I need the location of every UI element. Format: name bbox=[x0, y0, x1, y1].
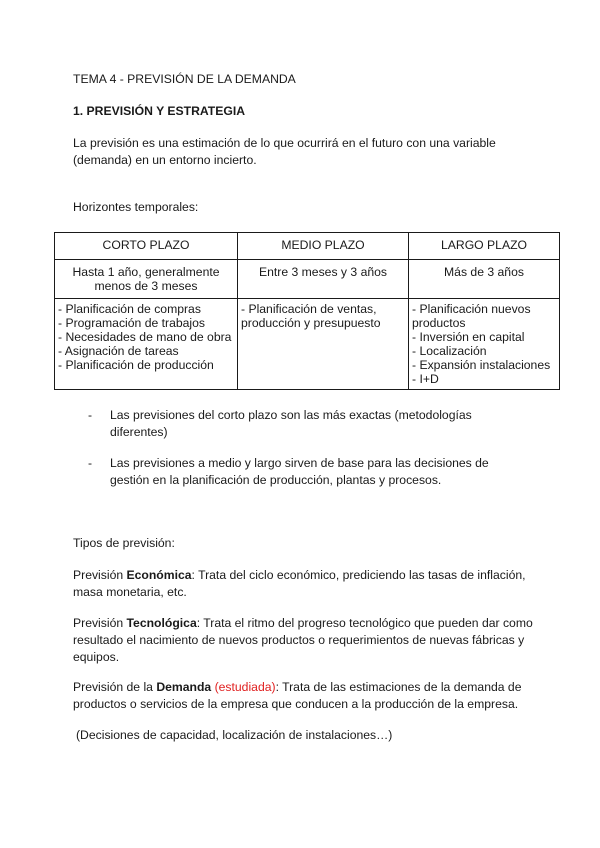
bullet-dash: - bbox=[88, 456, 93, 470]
table-duration-row bbox=[55, 260, 560, 299]
tasks-corto-plazo bbox=[55, 299, 238, 390]
type-prefix: Previsión de la bbox=[73, 680, 157, 694]
bullet-text: Las previsiones del corto plazo son las más exactas (metodologías diferentes) bbox=[110, 408, 472, 439]
type-tecnologica bbox=[73, 615, 533, 666]
type-name: Tecnológica bbox=[126, 616, 197, 630]
task-item: - I+D bbox=[412, 372, 439, 386]
task-item: - Planificación de compras bbox=[58, 302, 201, 316]
type-description: : Trata de las estimaciones de la demanda de productos o servicios de la empresa que conducen a la producción de la empresa. bbox=[73, 680, 522, 711]
type-prefix: Previsión bbox=[73, 568, 127, 582]
header-largo-plazo: LARGO PLAZO bbox=[409, 233, 560, 260]
table-header-row bbox=[55, 233, 560, 260]
task-item: - Planificación de producción bbox=[58, 358, 214, 372]
task-item: - Inversión en capital bbox=[412, 330, 525, 344]
duration-largo-plazo: Más de 3 años bbox=[409, 260, 560, 299]
type-name: Demanda bbox=[156, 680, 212, 694]
type-demanda bbox=[73, 679, 533, 713]
duration-medio-plazo: Entre 3 meses y 3 años bbox=[238, 260, 409, 299]
table-tasks-row bbox=[55, 299, 560, 390]
header-medio-plazo: MEDIO PLAZO bbox=[238, 233, 409, 260]
type-description: : Trata el ritmo del progreso tecnológico que pueden dar como resultado el nacimiento de nuevos productos o requerimientos de nuevas fábricas y equipos. bbox=[73, 616, 533, 664]
intro-paragraph: La previsión es una estimación de lo que ocurrirá en el futuro con una variable (demanda) en un entorno incierto. bbox=[73, 136, 496, 167]
task-item: - Planificación nuevos productos bbox=[412, 302, 531, 330]
duration-corto-plazo: Hasta 1 año, generalmente menos de 3 meses bbox=[55, 260, 238, 299]
bullet-text: Las previsiones a medio y largo sirven de base para las decisiones de gestión en la planificación de producción, plantas y procesos. bbox=[110, 456, 489, 487]
task-item: - Asignación de tareas bbox=[58, 344, 179, 358]
task-item: - Localización bbox=[412, 344, 487, 358]
type-name: Económica bbox=[126, 568, 192, 582]
task-item: - Programación de trabajos bbox=[58, 316, 205, 330]
section-heading: 1. PREVISIÓN Y ESTRATEGIA bbox=[73, 104, 246, 118]
header-corto-plazo: CORTO PLAZO bbox=[55, 233, 238, 260]
horizons-label: Horizontes temporales: bbox=[73, 200, 199, 214]
horizons-table bbox=[54, 232, 560, 390]
tasks-medio-plazo bbox=[238, 299, 409, 390]
task-item: - Necesidades de mano de obra bbox=[58, 330, 232, 344]
type-note-estudiada: (estudiada) bbox=[211, 680, 276, 694]
types-label: Tipos de previsión: bbox=[73, 536, 175, 550]
type-economica bbox=[73, 567, 533, 601]
tasks-largo-plazo bbox=[409, 299, 560, 390]
closing-note: (Decisiones de capacidad, localización de instalaciones…) bbox=[76, 728, 393, 742]
type-description: : Trata del ciclo económico, prediciendo las tasas de inflación, masa monetaria, etc. bbox=[73, 568, 526, 599]
document-title: TEMA 4 - PREVISIÓN DE LA DEMANDA bbox=[73, 72, 296, 86]
task-item: - Planificación de ventas, producción y presupuesto bbox=[241, 302, 381, 330]
bullet-dash: - bbox=[88, 408, 93, 422]
type-prefix: Previsión bbox=[73, 616, 127, 630]
task-item: - Expansión instalaciones bbox=[412, 358, 551, 372]
